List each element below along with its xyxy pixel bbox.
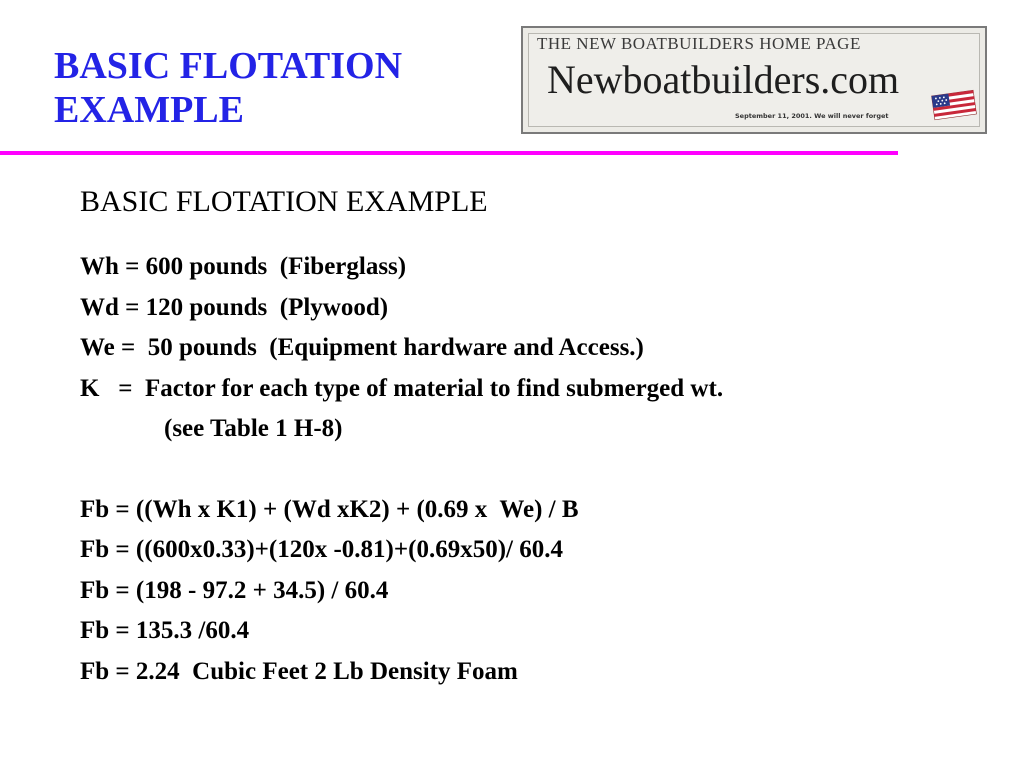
variable-wh: Wh = 600 pounds (Fiberglass) xyxy=(80,253,407,280)
us-flag-icon xyxy=(931,88,977,122)
variable-wd: Wd = 120 pounds (Plywood) xyxy=(80,293,389,321)
substitution-line: Fb = ((600x0.33)+(120x -0.81)+(0.69x50)/ 60.4 xyxy=(80,536,563,563)
slide-title xyxy=(54,44,494,132)
result-line: Fb = 2.24 Cubic Feet 2 Lb Density Foam xyxy=(80,657,518,685)
division-line: Fb = 135.3 /60.4 xyxy=(80,617,250,644)
slide-title-line-2: EXAMPLE xyxy=(54,89,244,131)
logo-wordmark: Newboatbuilders.com xyxy=(547,57,900,102)
variable-we: We = 50 pounds (Equipment hardware and Access.) xyxy=(80,334,644,361)
slide-title-line-1: BASIC FLOTATION xyxy=(54,45,403,87)
slide-body xyxy=(80,180,1000,692)
variable-k: K = Factor for each type of material to find submerged wt. xyxy=(80,374,724,402)
logo-memorial-text: September 11, 2001. We will never forget xyxy=(735,112,889,120)
spacer xyxy=(80,450,1000,490)
table-reference: (see Table 1 H-8) xyxy=(164,415,343,442)
formula-line: Fb = ((Wh x K1) + (Wd xK2) + (0.69 x We) / B xyxy=(80,495,579,523)
logo-tagline: THE NEW BOATBUILDERS HOME PAGE xyxy=(537,34,861,53)
example-heading: BASIC FLOTATION EXAMPLE xyxy=(80,185,488,218)
evaluation-line: Fb = (198 - 97.2 + 34.5) / 60.4 xyxy=(80,576,389,604)
newboatbuilders-logo xyxy=(521,26,987,134)
title-divider xyxy=(0,151,898,155)
